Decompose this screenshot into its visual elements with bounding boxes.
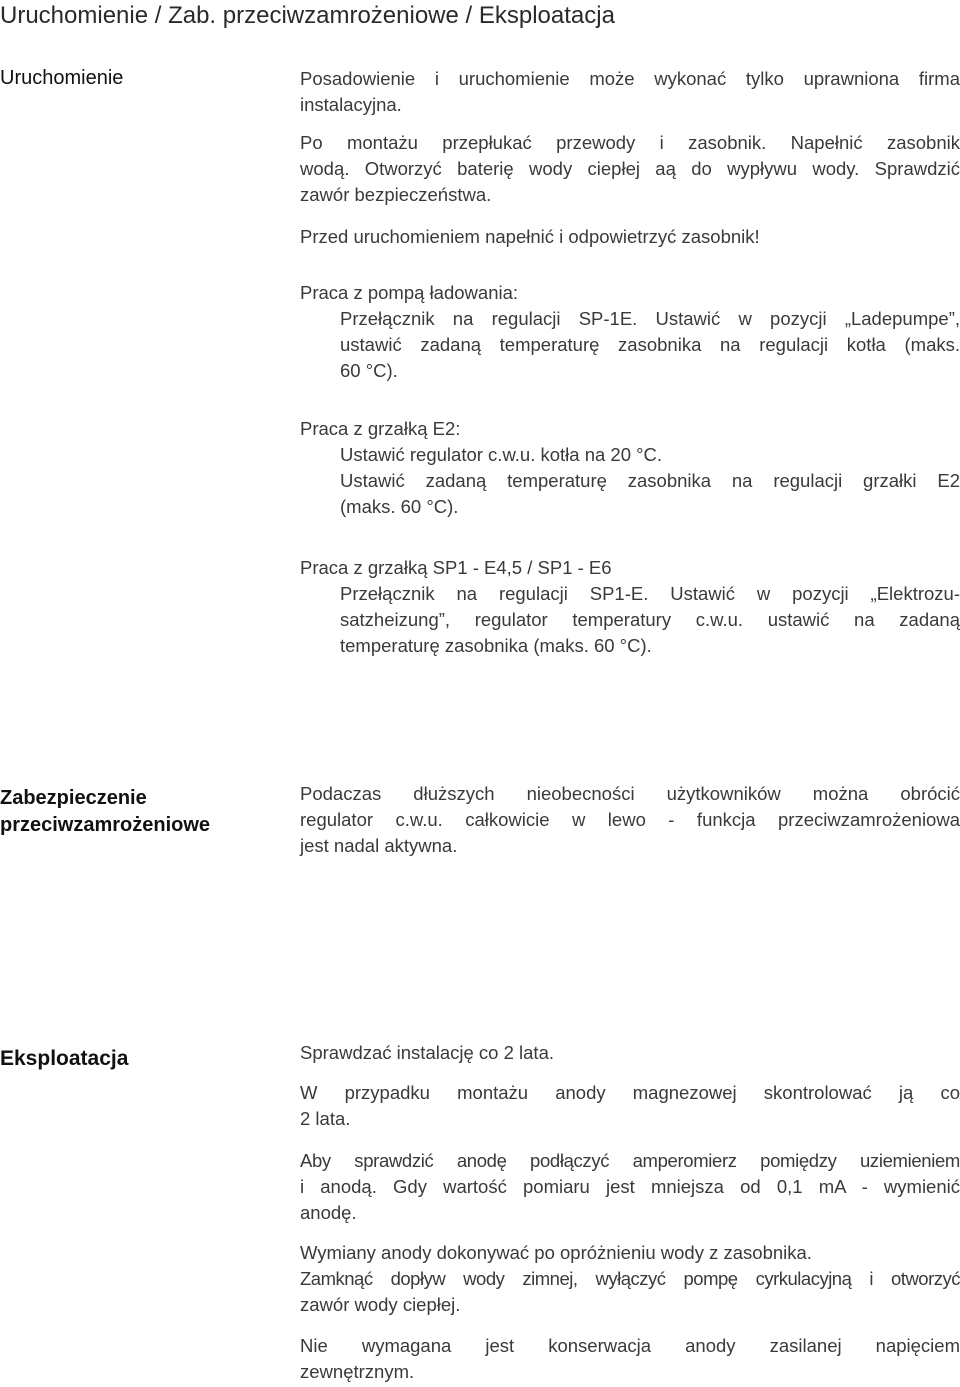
text-line: zawór bezpieczeństwa. — [300, 184, 492, 205]
text-line: zewnętrznym. — [300, 1361, 415, 1382]
paragraph-pump-mode — [300, 280, 960, 384]
text-line: Przełącznik na regulacji SP-1E. Ustawić w pozycji „Ladepumpe”, — [340, 308, 960, 329]
paragraph-heater-e2 — [300, 416, 960, 520]
paragraph-anode-check — [300, 1148, 960, 1226]
text-line: Przed uruchomieniem napełnić i odpowietrzyć zasobnik! — [300, 226, 760, 247]
paragraph-installer — [300, 66, 960, 118]
text-line: Po montażu przepłukać przewody i zasobnik. Napełnić zasobnik — [300, 132, 960, 153]
text-line: Ustawić zadaną temperaturę zasobnika na regulacji grzałki E2 — [340, 470, 960, 491]
section-heading-zabezpieczenie — [0, 785, 260, 839]
subheading-heater-e2: Praca z grzałką E2: — [300, 418, 461, 439]
paragraph-flush — [300, 130, 960, 208]
text-line: Aby sprawdzić anodę podłączyć amperomierz pomiędzy uziemieniem — [300, 1150, 960, 1171]
heading-line: przeciwzamrożeniowe — [0, 814, 211, 836]
text-line: Ustawić regulator c.w.u. kotła na 20 °C. — [340, 444, 663, 465]
text-line: W przypadku montażu anody magnezowej skontrolować ją co — [300, 1082, 960, 1103]
text-line: 2 lata. — [300, 1108, 351, 1129]
text-line: ustawić zadaną temperaturę zasobnika na regulacji kotła (maks. — [340, 334, 960, 355]
text-line: Nie wymagana jest konserwacja anody zasilanej napięciem — [300, 1335, 960, 1356]
text-line: anodę. — [300, 1202, 357, 1223]
text-line: (maks. 60 °C). — [340, 496, 459, 517]
text-line: Przełącznik na regulacji SP1-E. Ustawić w pozycji „Elektrozu- — [340, 583, 960, 604]
text-line: 60 °C). — [340, 360, 398, 381]
text-line: Zamknąć dopływ wody zimnej, wyłączyć pompę cyrkulacyjną i otworzyć — [300, 1268, 960, 1289]
text-line: temperaturę zasobnika (maks. 60 °C). — [340, 635, 652, 656]
paragraph-powered-anode — [300, 1333, 960, 1385]
text-line: wodą. Otworzyć baterię wody ciepłej aą do wypływu wody. Sprawdzić — [300, 158, 960, 179]
paragraph-magnesium-anode — [300, 1080, 960, 1132]
paragraph-fill-warning — [300, 224, 960, 250]
paragraph-frost-protection — [300, 781, 960, 859]
paragraph-anode-replacement — [300, 1240, 960, 1318]
section-heading-uruchomienie: Uruchomienie — [0, 67, 124, 89]
text-line: jest nadal aktywna. — [300, 835, 458, 856]
text-line: satzheizung”, regulator temperatury c.w.u. ustawić na zadaną — [340, 609, 960, 630]
page-title: Uruchomienie / Zab. przeciwzamrożeniowe / Eksploatacja — [0, 2, 615, 29]
text-line: Podaczas dłuższych nieobecności użytkowników można obrócić — [300, 783, 960, 804]
section-heading-eksploatacja: Eksploatacja — [0, 1047, 129, 1070]
text-line: regulator c.w.u. całkowicie w lewo - funkcja przeciwzamrożeniowa — [300, 809, 960, 830]
text-line: Sprawdzać instalację co 2 lata. — [300, 1042, 554, 1063]
subheading-pump: Praca z pompą ładowania: — [300, 282, 519, 303]
paragraph-heater-sp1 — [300, 555, 960, 659]
subheading-heater-sp1: Praca z grzałką SP1 - E4,5 / SP1 - E6 — [300, 557, 612, 578]
paragraph-inspection — [300, 1040, 960, 1066]
text-line: Wymiany anody dokonywać po opróżnieniu wody z zasobnika. — [300, 1242, 812, 1263]
text-line: i anodą. Gdy wartość pomiaru jest mniejsza od 0,1 mA - wymienić — [300, 1176, 960, 1197]
text-line: Posadowienie i uruchomienie może wykonać tylko uprawniona firma — [300, 68, 960, 89]
heading-line: Zabezpieczenie — [0, 787, 147, 809]
text-line: instalacyjna. — [300, 94, 402, 115]
text-line: zawór wody ciepłej. — [300, 1294, 461, 1315]
